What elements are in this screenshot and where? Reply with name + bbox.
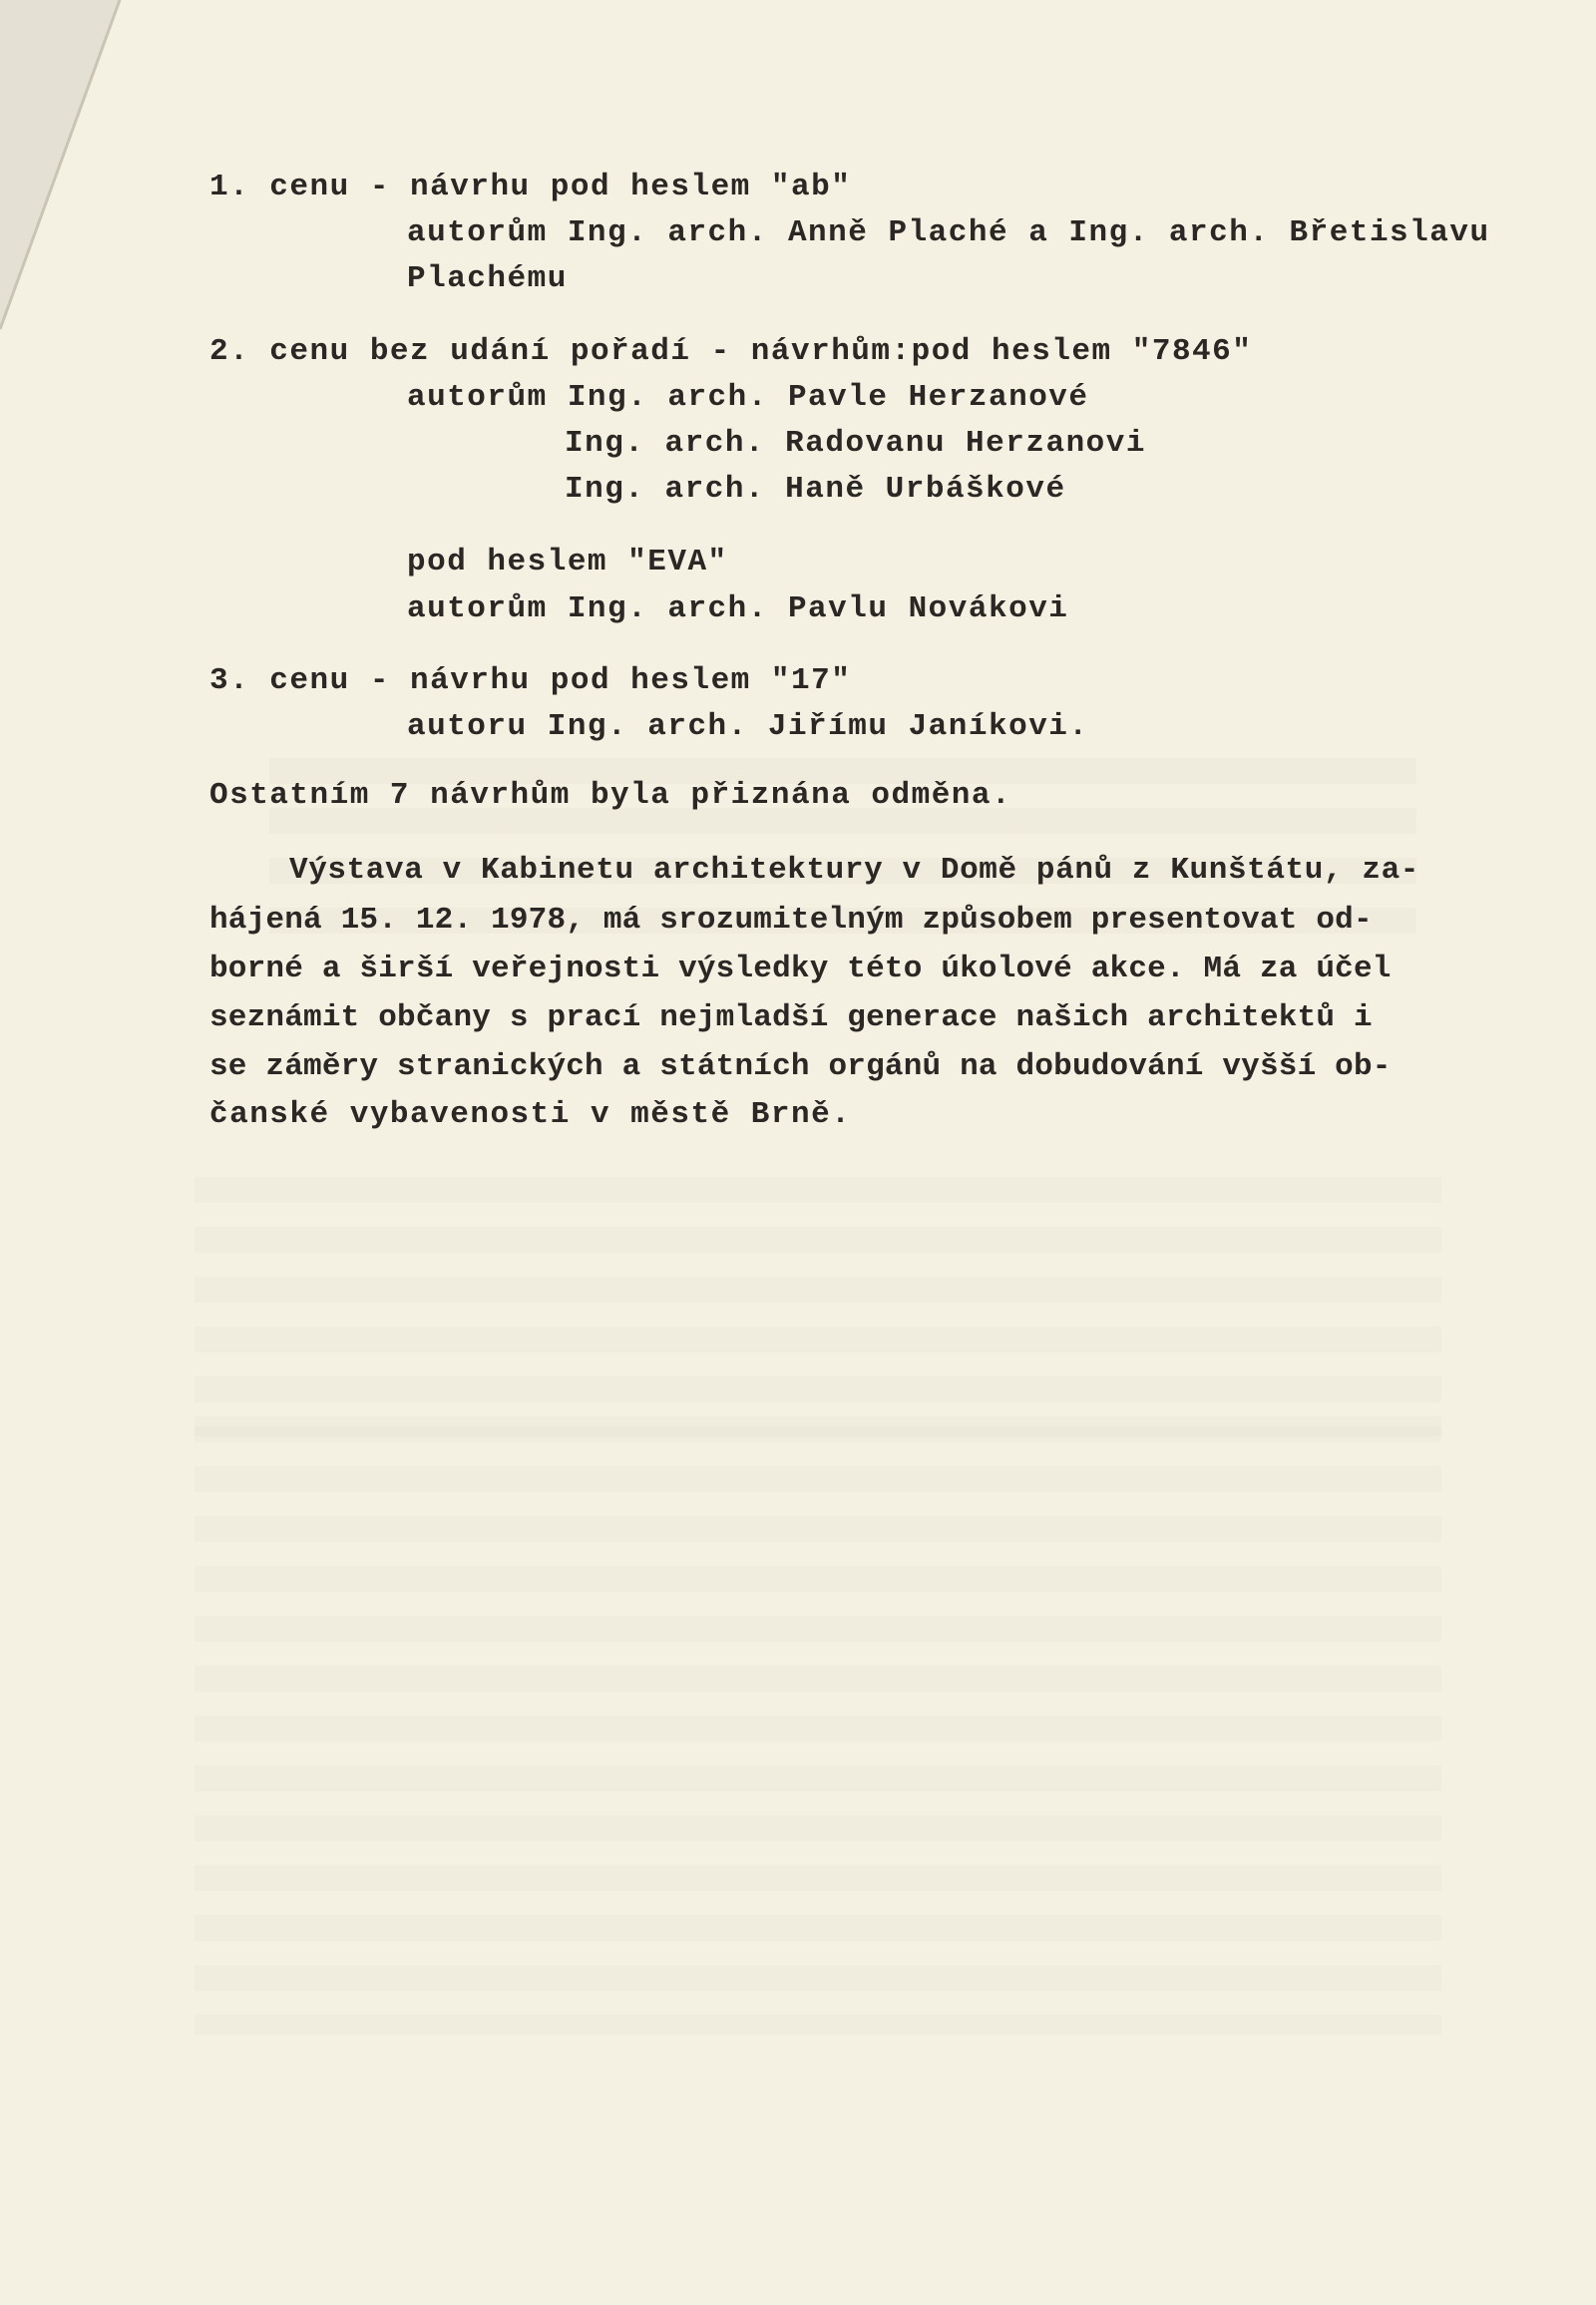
line-authors-2a: autorům Ing. arch. Pavle Herzanové xyxy=(407,380,1089,415)
line-authors-2c: Ing. arch. Haně Urbáškové xyxy=(565,472,1066,507)
paragraph-line-4: seznámit občany s prací nejmladší generace našich architektů i xyxy=(209,1000,1373,1035)
paragraph-line-3: borné a širší veřejnosti výsledky této úkolové akce. Má za účel xyxy=(209,952,1392,986)
paragraph-line-6: čanské vybavenosti v městě Brně. xyxy=(209,1097,852,1132)
line-prize-2: 2. cenu bez udání pořadí - návrhům:pod heslem "7846" xyxy=(209,334,1253,369)
line-authors-1-cont: Plachému xyxy=(407,261,568,296)
paragraph-line-2: hájená 15. 12. 1978, má srozumitelným způsobem presentovat od- xyxy=(209,903,1373,938)
line-authors-1: autorům Ing. arch. Anně Plaché a Ing. arch. Břetislavu xyxy=(407,215,1490,250)
line-prize-3: 3. cenu - návrhu pod heslem "17" xyxy=(209,663,852,698)
show-through-texture xyxy=(195,1416,1441,2035)
paragraph-line-5: se záměry stranických a státních orgánů na dobudování vyšší ob- xyxy=(209,1049,1392,1084)
line-authors-3: autoru Ing. arch. Jiřímu Janíkovi. xyxy=(407,709,1089,744)
show-through-texture xyxy=(195,1177,1441,1436)
line-heslem-eva: pod heslem "EVA" xyxy=(407,545,728,579)
line-prize-1: 1. cenu - návrhu pod heslem "ab" xyxy=(209,170,852,204)
line-authors-2b: Ing. arch. Radovanu Herzanovi xyxy=(565,426,1146,461)
line-other-awards: Ostatním 7 návrhům byla přiznána odměna. xyxy=(209,778,1012,813)
paragraph-line-1: Výstava v Kabinetu architektury v Domě pánů z Kunštátu, za- xyxy=(289,853,1419,888)
line-authors-2d: autorům Ing. arch. Pavlu Novákovi xyxy=(407,591,1069,626)
